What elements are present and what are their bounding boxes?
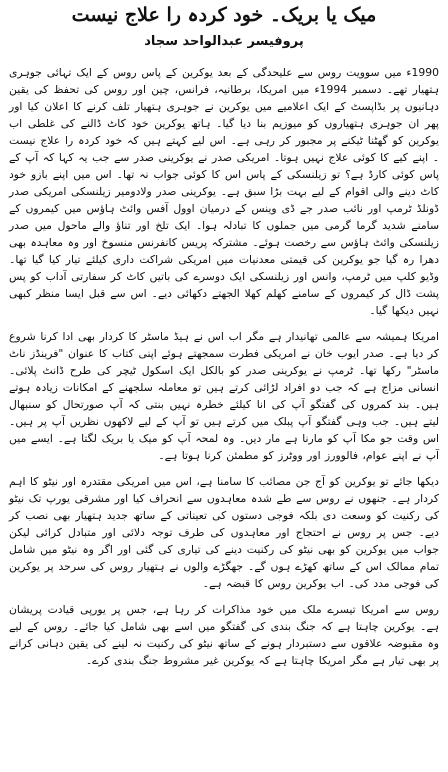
article-paragraph: امریکا ہمیشہ سے عالمی تھانیدار ہے مگر اب اس نے ہیڈ ماسٹر کا کردار بھی ادا کرنا شروع کر دیا ہے۔ صدر ایوب خان نے امریکی فطرت سمجھتے ہوئے اپنی کتاب کا عنوان "فرینڈز ناٹ ماسٹر" رکھا تھا۔ ٹرمپ نے یوکرینی صدر کو بالکل ایک اسکول ٹیچر کی طرح ڈانٹ پلائی۔ انسانی مزاج ہے کہ جب دو افراد لڑائی کرتے ہیں تو معاملہ سلجھنے کے امکانات زیادہ ہوتے ہیں۔ بند کمروں کی گفتگو آپ کی انا کیلئے خطرہ نہیں بنتی کہ آپ صورتحال کو سنبھال لیتے ہیں۔ جب وہی گفتگو آپ پبلک میں کرتے ہیں تو آپ کے لیے لاکھوں نظریں آپ پر ہیں۔ اس وقت جو مکا آپ کو مارنا ہے مار دیں۔ وہ لمحہ آپ کو میک یا بریک لگتا ہے۔ ایسے میں آپ نے اپنے عوام، فالوورز اور ووٹرز کو مطمئن کرنا ہوتا ہے۔ xyxy=(9,330,439,462)
article-paragraph: دیکھا جائے تو یوکرین کو آج جن مصائب کا سامنا ہے، اس میں امریکی مقتدرہ اور نیٹو کا اہم کردار ہے۔ جنھوں نے روس سے طے شدہ معاہدوں سے انحراف کیا اور مشرقی یورپ تک نیٹو کی رکنیت کو وسعت دی بلکہ فوجی دستوں کی تعیناتی کے ساتھ جدید ہتھیار بھی نصب کر دیے۔ جس پر روس نے احتجاج اور معاہدوں کی طرف توجہ دلائی اور متبادل کرائی لیکن جواب میں یوکرین کو بھی نیٹو کی رکنیت دینے کی تیاری کی گئی اور اگر وہ نیٹو میں شامل تمام ممالک اس کے ساتھ کھڑے ہوں گے۔ جھگڑے والوں نے ہتھیار روس کی سرحد پر یوکرین کی فوجی مدد کی۔ اب یوکرین روس کا قبضہ ہے۔ xyxy=(9,475,439,590)
article-headline: میک یا بریک۔ خود کردہ را علاج نیست xyxy=(71,4,377,26)
article-body xyxy=(9,64,439,669)
article-paragraph: 1990ء میں سوویت روس سے علیحدگی کے بعد یوکرین کے پاس روس کے ایک تہائی جوہری ہتھیار تھے۔ دسمبر 1994ء میں امریکا، برطانیہ، فرانس، چین اور روس کی تحفظ کی یقین دہانیوں پر بڈاپسٹ کے ایک اعلامیے میں یوکرین نے جوہری ہتھیار تلف کرنے کا اعلان کیا اور پھر ان جوہری ہتھیاروں کو میوزیم بنا دیا گیا۔ ہاتھ یوکرین خود کاٹ ڈالنے کی غلطی اب یوکرین کو گھٹنا ٹیکنے پر مجبور کر رہی ہے۔ اس لیے کہتے ہیں کہ خود کردہ را علاج نیست ۔ اپنے کیے کا کوئی علاج نہیں ہوتا۔ امریکی صدر نے یوکرینی صدر سے جب یہ کہا کہ آپ کے پاس کوئی کارڈ ہے؟ تو زیلنسکی کے پاس اس کا کوئی جواب نہ تھا۔ اس میں اپنے بازو خود کاٹ دینے والی اقوام کے لیے بہت بڑا سبق ہے۔ یوکرینی صدر ولادومیر زیلنسکی امریکی صدر ڈونلڈ ٹرمپ اور نائب صدر جے ڈی وینس کے درمیان اوول آفس وائٹ ہاؤس میں کیمروں کے سامنے شدید گرما گرمی میں جملوں کا تبادلہ ہوا۔ ایک تلخ اور تناؤ والے ماحول میں صدر زیلنسکی وائٹ ہاؤس سے رخصت ہوئے۔ مشترکہ پریس کانفرنس منسوخ اور وہ معاہدہ بھی دھرا رہ گیا جو یوکرین کی قیمتی معدنیات میں امریکی شراکت داری کیلئے تیار کیا گیا تھا۔ وڈیو کلپ میں ٹرمپ، وانس اور زیلنسکی ایک دوسرے کی باتیں کاٹ کر سفارتی آداب کو پس پشت ڈال کر کیمروں کے سامنے کھلم کھلا الجھتے دکھائی دیے۔ اس سے قبل ایسا منظر کبھی نہیں دیکھا گیا۔ xyxy=(9,66,439,317)
author-byline: پروفیسر عبدالواحد سجاد xyxy=(144,34,304,49)
article-paragraph: روس سے امریکا تیسرے ملک میں خود مذاکرات کر رہا ہے، جس پر یورپی قیادت پریشان ہے۔ یوکرین چاہتا ہے کہ جنگ بندی کی گفتگو میں اسے بھی شامل کیا جائے۔ روس کے لیے وہ مقبوضہ علاقوں سے دستبردار ہونے کے ساتھ نیٹو کی رکنیت نہ لینے کی یقین دہانی کرانے پر بھی تیار ہے مگر امریکا چاہتا ہے کہ یوکرین غیر مشروط جنگ بندی کرے۔ xyxy=(9,603,439,667)
